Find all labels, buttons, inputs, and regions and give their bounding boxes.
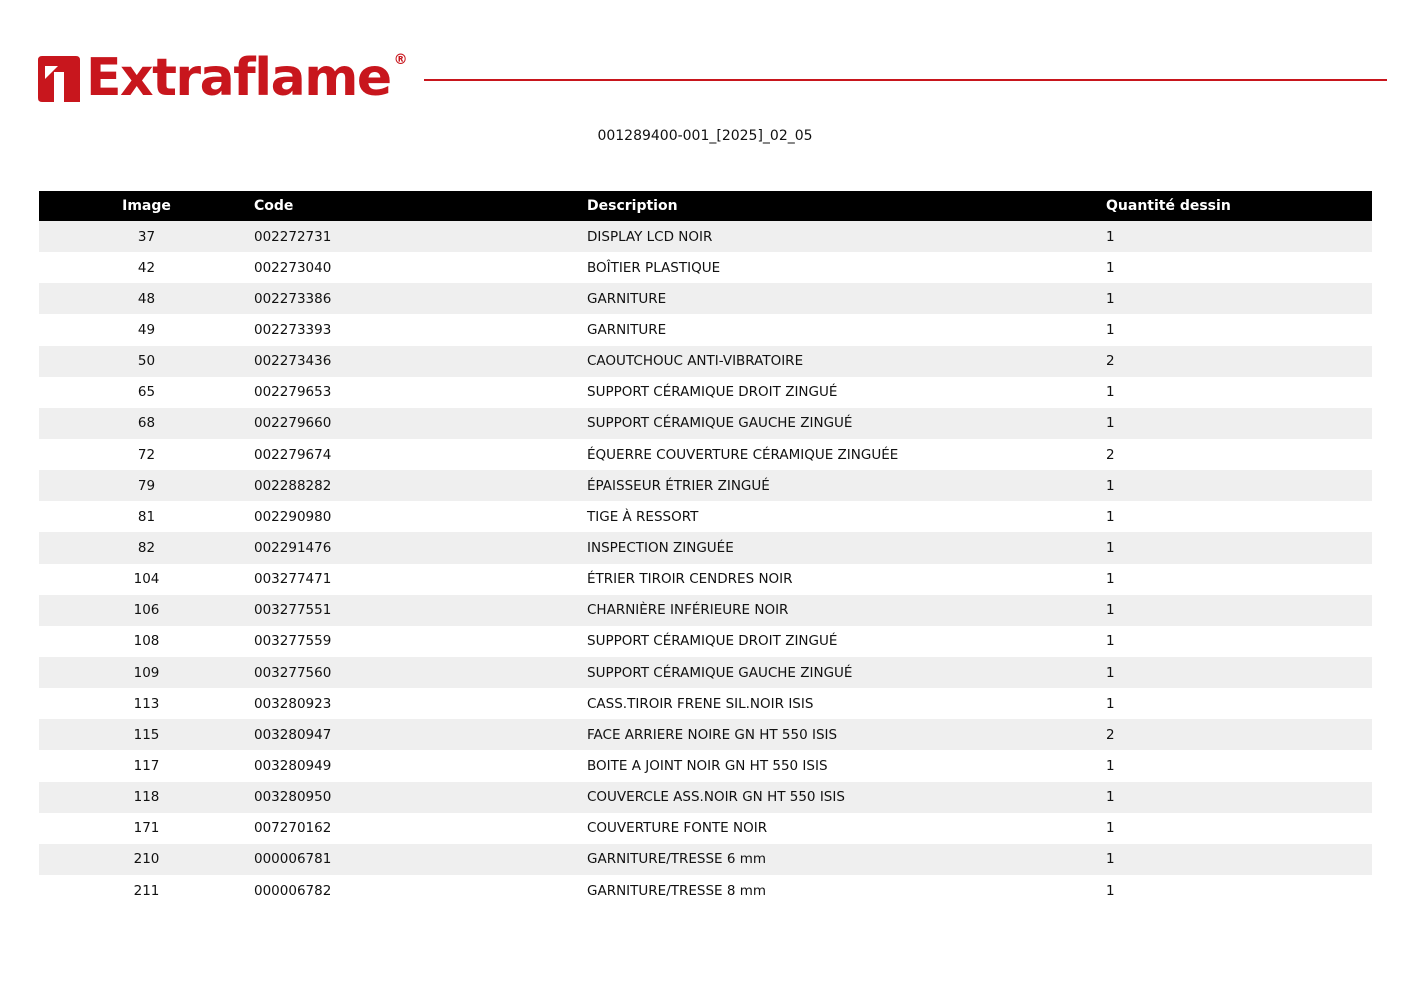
- cell-quantity: 1: [1106, 782, 1372, 813]
- cell-description: DISPLAY LCD NOIR: [587, 221, 1106, 252]
- cell-code: 003277471: [254, 564, 587, 595]
- table-body: [39, 221, 1372, 906]
- cell-code: 002273393: [254, 314, 587, 345]
- table-row: [39, 283, 1372, 314]
- cell-quantity: 1: [1106, 626, 1372, 657]
- cell-quantity: 1: [1106, 844, 1372, 875]
- cell-image: 50: [39, 346, 254, 377]
- cell-quantity: 1: [1106, 595, 1372, 626]
- brand-name: Extraflame: [86, 48, 391, 108]
- table-row: [39, 377, 1372, 408]
- table-row: [39, 813, 1372, 844]
- cell-description: GARNITURE/TRESSE 8 mm: [587, 875, 1106, 906]
- cell-code: 002273386: [254, 283, 587, 314]
- cell-description: TIGE À RESSORT: [587, 501, 1106, 532]
- table-row: [39, 564, 1372, 595]
- cell-code: 002288282: [254, 470, 587, 501]
- cell-code: 002291476: [254, 532, 587, 563]
- cell-quantity: 1: [1106, 283, 1372, 314]
- cell-code: 002272731: [254, 221, 587, 252]
- cell-code: 002279660: [254, 408, 587, 439]
- table-row: [39, 719, 1372, 750]
- table-row: [39, 875, 1372, 906]
- cell-description: SUPPORT CÉRAMIQUE GAUCHE ZINGUÉ: [587, 657, 1106, 688]
- cell-description: GARNITURE/TRESSE 6 mm: [587, 844, 1106, 875]
- cell-code: 002273040: [254, 252, 587, 283]
- cell-code: 002290980: [254, 501, 587, 532]
- cell-image: 106: [39, 595, 254, 626]
- extraflame-logo-mark-icon: [34, 54, 84, 104]
- cell-image: 37: [39, 221, 254, 252]
- cell-image: 211: [39, 875, 254, 906]
- cell-quantity: 1: [1106, 408, 1372, 439]
- table-row: [39, 346, 1372, 377]
- cell-quantity: 1: [1106, 501, 1372, 532]
- cell-description: SUPPORT CÉRAMIQUE DROIT ZINGUÉ: [587, 626, 1106, 657]
- cell-description: SUPPORT CÉRAMIQUE GAUCHE ZINGUÉ: [587, 408, 1106, 439]
- cell-quantity: 1: [1106, 657, 1372, 688]
- cell-description: GARNITURE: [587, 283, 1106, 314]
- column-header-image: Image: [39, 191, 254, 221]
- cell-image: 42: [39, 252, 254, 283]
- cell-quantity: 1: [1106, 221, 1372, 252]
- cell-description: CHARNIÈRE INFÉRIEURE NOIR: [587, 595, 1106, 626]
- cell-code: 000006781: [254, 844, 587, 875]
- table-row: [39, 782, 1372, 813]
- cell-quantity: 1: [1106, 532, 1372, 563]
- cell-image: 81: [39, 501, 254, 532]
- cell-image: 109: [39, 657, 254, 688]
- cell-image: 171: [39, 813, 254, 844]
- cell-image: 115: [39, 719, 254, 750]
- cell-quantity: 1: [1106, 688, 1372, 719]
- cell-code: 002273436: [254, 346, 587, 377]
- cell-quantity: 2: [1106, 346, 1372, 377]
- cell-image: 65: [39, 377, 254, 408]
- cell-quantity: 1: [1106, 564, 1372, 595]
- header-divider: [424, 79, 1387, 81]
- table-row: [39, 626, 1372, 657]
- cell-quantity: 1: [1106, 314, 1372, 345]
- cell-code: 003277559: [254, 626, 587, 657]
- cell-image: 48: [39, 283, 254, 314]
- cell-image: 68: [39, 408, 254, 439]
- cell-image: 79: [39, 470, 254, 501]
- table-row: [39, 532, 1372, 563]
- table-row: [39, 657, 1372, 688]
- cell-code: 003280949: [254, 750, 587, 781]
- cell-code: 003280923: [254, 688, 587, 719]
- table-row: [39, 595, 1372, 626]
- table-row: [39, 314, 1372, 345]
- cell-code: 007270162: [254, 813, 587, 844]
- column-header-description: Description: [587, 191, 1106, 221]
- cell-description: ÉPAISSEUR ÉTRIER ZINGUÉ: [587, 470, 1106, 501]
- cell-image: 82: [39, 532, 254, 563]
- cell-quantity: 2: [1106, 439, 1372, 470]
- cell-image: 49: [39, 314, 254, 345]
- table-row: [39, 750, 1372, 781]
- cell-description: ÉTRIER TIROIR CENDRES NOIR: [587, 564, 1106, 595]
- table-row: [39, 844, 1372, 875]
- cell-description: GARNITURE: [587, 314, 1106, 345]
- cell-code: 003280947: [254, 719, 587, 750]
- cell-code: 002279653: [254, 377, 587, 408]
- cell-code: 000006782: [254, 875, 587, 906]
- table-row: [39, 501, 1372, 532]
- cell-image: 104: [39, 564, 254, 595]
- table-row: [39, 408, 1372, 439]
- document-reference: 001289400-001_[2025]_02_05: [597, 128, 813, 144]
- cell-description: FACE ARRIERE NOIRE GN HT 550 ISIS: [587, 719, 1106, 750]
- registered-mark: ®: [393, 52, 408, 68]
- cell-quantity: 1: [1106, 813, 1372, 844]
- table-row: [39, 221, 1372, 252]
- cell-quantity: 1: [1106, 470, 1372, 501]
- column-header-code: Code: [254, 191, 587, 221]
- table-row: [39, 439, 1372, 470]
- column-header-quantity: Quantité dessin: [1106, 191, 1372, 221]
- cell-description: COUVERTURE FONTE NOIR: [587, 813, 1106, 844]
- cell-code: 003277551: [254, 595, 587, 626]
- cell-description: BOITE A JOINT NOIR GN HT 550 ISIS: [587, 750, 1106, 781]
- parts-table: [39, 191, 1372, 906]
- table-header-row: [39, 191, 1372, 221]
- cell-quantity: 2: [1106, 719, 1372, 750]
- cell-description: ÉQUERRE COUVERTURE CÉRAMIQUE ZINGUÉE: [587, 439, 1106, 470]
- table-row: [39, 252, 1372, 283]
- cell-image: 108: [39, 626, 254, 657]
- cell-image: 210: [39, 844, 254, 875]
- cell-description: SUPPORT CÉRAMIQUE DROIT ZINGUÉ: [587, 377, 1106, 408]
- cell-quantity: 1: [1106, 750, 1372, 781]
- cell-image: 117: [39, 750, 254, 781]
- cell-image: 72: [39, 439, 254, 470]
- brand-logo: [34, 48, 408, 108]
- table-row: [39, 470, 1372, 501]
- cell-quantity: 1: [1106, 252, 1372, 283]
- cell-quantity: 1: [1106, 377, 1372, 408]
- cell-quantity: 1: [1106, 875, 1372, 906]
- table-row: [39, 688, 1372, 719]
- cell-code: 003280950: [254, 782, 587, 813]
- cell-description: CAOUTCHOUC ANTI-VIBRATOIRE: [587, 346, 1106, 377]
- cell-code: 002279674: [254, 439, 587, 470]
- cell-code: 003277560: [254, 657, 587, 688]
- cell-image: 113: [39, 688, 254, 719]
- cell-description: INSPECTION ZINGUÉE: [587, 532, 1106, 563]
- cell-description: COUVERCLE ASS.NOIR GN HT 550 ISIS: [587, 782, 1106, 813]
- cell-description: CASS.TIROIR FRENE SIL.NOIR ISIS: [587, 688, 1106, 719]
- cell-description: BOÎTIER PLASTIQUE: [587, 252, 1106, 283]
- cell-image: 118: [39, 782, 254, 813]
- page-header: [0, 0, 1410, 120]
